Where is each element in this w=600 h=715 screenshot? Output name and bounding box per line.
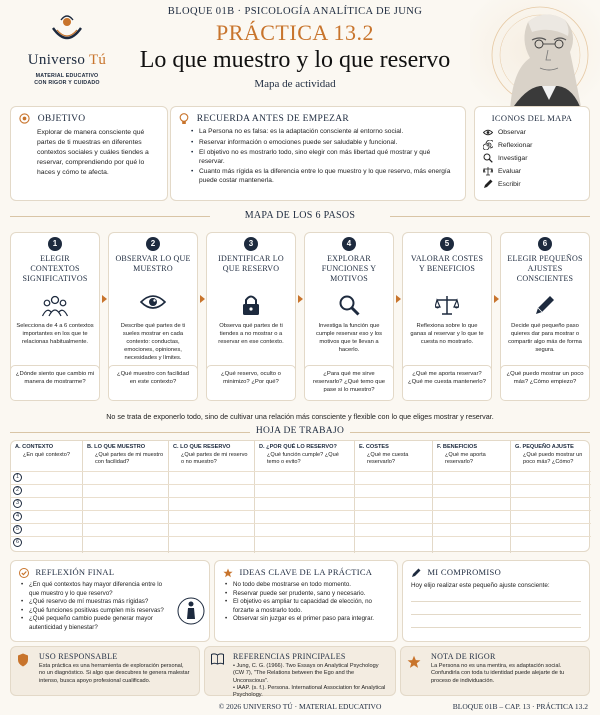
star-icon <box>407 655 421 669</box>
column-question: ¿En qué contexto? <box>23 452 70 458</box>
step-title: ELEGIR CONTEXTOS SIGNIFICATIVOS <box>22 254 88 283</box>
uso-heading: USO RESPONSABLE <box>39 652 118 661</box>
column-question: ¿Qué partes de mi muestro con facilidad? <box>95 452 164 465</box>
column-question: ¿Qué función cumple? ¿Qué temo o evito? <box>267 452 339 465</box>
writing-line[interactable] <box>411 627 581 628</box>
column-header: C. LO QUE RESERVO <box>173 444 231 450</box>
compromiso-card <box>402 560 590 642</box>
footer-copyright: © 2026 UNIVERSO TÚ · MATERIAL EDUCATIVO <box>218 702 382 711</box>
ideas-list <box>223 581 389 624</box>
reference-item: • IAAP. (s. f.). Persona. International Association for Analytical Psychology. <box>233 684 386 699</box>
iconos-card <box>474 106 590 201</box>
lock-icon <box>241 294 261 316</box>
eye-icon <box>140 294 166 310</box>
step-number: 2 <box>146 237 160 251</box>
row-divider <box>11 497 591 498</box>
worksheet-table <box>10 440 590 552</box>
pen-icon <box>483 179 493 189</box>
recuerda-card <box>170 106 466 201</box>
person-circle-icon <box>177 595 205 627</box>
pen-icon <box>411 568 421 578</box>
uso-responsable-card <box>10 646 200 696</box>
list-item: • El objetivo no es mostrarlo todo, sino elegir con más libertad qué mostrar y qué reservar. <box>179 149 457 166</box>
iconos-heading: ICONOS DEL MAPA <box>491 113 573 123</box>
book-icon <box>211 653 224 665</box>
list-item: • El objetivo es ampliar tu capacidad de elección, no forzarte a mostrarlo todo. <box>223 598 389 615</box>
list-item: • ¿Qué reservo de mí muestras más rígidas? <box>19 598 169 607</box>
step-question-5: ¿Qué me aporta reservar? ¿Qué me cuesta mantenerlo? <box>402 365 492 401</box>
step-title: ELEGIR PEQUEÑOS AJUSTES CONSCIENTES <box>507 254 583 283</box>
list-item: • No todo debe mostrarse en todo momento. <box>223 581 389 590</box>
target-icon <box>19 113 30 124</box>
legend-evaluar: Evaluar <box>483 165 581 178</box>
checkmark-icon <box>19 568 29 578</box>
step-number: 1 <box>48 237 62 251</box>
referencias-card <box>204 646 396 699</box>
refs-heading: REFERENCIAS PRINCIPALES <box>233 652 346 661</box>
step-title: EXPLORAR FUNCIONES Y MOTIVOS <box>321 254 377 283</box>
column-header: G. PEQUEÑO AJUSTE <box>515 444 574 450</box>
objetivo-text: Explorar de manera consciente qué partes de ti muestras en diferentes contextos sociales y cuáles tiendes a reservar, comprendiendo por qué lo haces y cómo te afecta. <box>37 129 149 176</box>
step-question-6: ¿Qué puedo mostrar un poco más? ¿Cómo empiezo? <box>500 365 590 401</box>
row-number: 6 <box>13 538 22 547</box>
step-description: Decide qué pequeño paso quieres dar para mostrar o compartir algo más de forma segura. <box>508 323 582 353</box>
step-description: Selecciona de 4 a 6 contextos importantes en los que te relacionas habitualmente. <box>16 323 94 345</box>
reflexion-heading: REFLEXIÓN FINAL <box>19 567 201 578</box>
row-number: 4 <box>13 512 22 521</box>
column-header: A. CONTEXTO <box>15 444 54 450</box>
footer-reference: BLOQUE 01B – CAP. 13 · PRÁCTICA 13.2 <box>452 702 588 711</box>
spiral-icon <box>483 140 493 150</box>
column-header: F. BENEFICIOS <box>437 444 478 450</box>
group-icon <box>42 294 68 318</box>
legend-investigar: Investigar <box>483 152 581 165</box>
compromiso-heading: MI COMPROMISO <box>411 567 581 578</box>
brand-name: Universo Tú <box>27 52 107 68</box>
step-title: VALORAR COSTES Y BENEFICIOS <box>410 254 484 273</box>
row-number: 5 <box>13 525 22 534</box>
step-title: OBSERVAR LO QUE MUESTRO <box>115 254 191 273</box>
step-arrow <box>102 295 107 303</box>
list-item: • ¿En qué contextos hay mayor diferencia entre lo que muestro y lo que reservo? <box>19 581 169 598</box>
lightbulb-icon <box>179 113 189 125</box>
column-question: ¿Qué partes de mi reservo o no muestro? <box>181 452 248 465</box>
worksheet-heading: HOJA DE TRABAJO <box>255 426 345 436</box>
reflexion-card <box>10 560 210 642</box>
step-number: 3 <box>244 237 258 251</box>
reference-item: • Jung, C. G. (1966). Two Essays on Analytical Psychology (CW 7), "The Relations between the Ego and the Unconscious". <box>233 663 379 684</box>
column-question: ¿Qué puedo mostrar un poco más? ¿Cómo? <box>523 452 583 465</box>
step-number: 4 <box>342 237 356 251</box>
page-header <box>130 6 460 90</box>
objetivo-heading: OBJETIVO <box>19 113 159 124</box>
block-label: BLOQUE 01B · PSICOLOGÍA ANALÍTICA DE JUNG <box>167 6 423 17</box>
row-divider <box>11 510 591 511</box>
recuerda-list <box>179 128 457 185</box>
ideas-heading: IDEAS CLAVE DE LA PRÁCTICA <box>223 567 389 578</box>
magnifier-icon <box>483 153 493 163</box>
step-arrow <box>200 295 205 303</box>
row-divider <box>11 484 591 485</box>
universo-tu-logo-icon <box>47 14 87 48</box>
row-divider <box>11 523 591 524</box>
map-heading: MAPA DE LOS 6 PASOS <box>244 210 356 221</box>
step-arrow <box>298 295 303 303</box>
pen-icon <box>534 294 556 316</box>
jung-portrait <box>470 0 600 112</box>
list-item: • Reservar información o emociones puede ser saludable y funcional. <box>179 139 457 148</box>
legend-escribir: Escribir <box>483 178 581 191</box>
map-note: No se trata de exponerlo todo, sino de cultivar una relación más consciente y flexible con lo que eliges mostrar y reservar. <box>106 412 494 421</box>
compromiso-text: Hoy elijo realizar este pequeño ajuste consciente: <box>411 582 550 590</box>
writing-line[interactable] <box>411 601 581 602</box>
list-item: • ¿Qué pequeño cambio puede generar mayor autenticidad y bienestar? <box>19 615 169 632</box>
legend-reflexionar: Reflexionar <box>483 139 581 152</box>
page-title: Lo que muestro y lo que reservo <box>139 47 451 73</box>
step-arrow <box>494 295 499 303</box>
star-icon <box>223 568 233 578</box>
row-divider <box>11 471 591 472</box>
step-question-1: ¿Dónde siento que cambio mi manera de mostrarme? <box>10 365 100 401</box>
step-number: 5 <box>440 237 454 251</box>
brand-tagline: MATERIAL EDUCATIVO CON RIGOR Y CUIDADO <box>34 73 100 86</box>
list-item: • Observar sin juzgar es el primer paso para integrar. <box>223 615 389 624</box>
column-header: E. COSTES <box>359 444 389 450</box>
step-description: Reflexiona sobre lo que ganas al reservar y lo que te cuesta no mostrarlo. <box>410 323 484 345</box>
list-item: • ¿Qué funciones positivas cumplen mis reservas? <box>19 607 169 616</box>
rigor-text: La Persona no es una mentira, es adaptación social. Confundirla con toda tu identidad puede alejarte de tu proceso de individuación. <box>431 663 565 684</box>
row-number: 3 <box>13 499 22 508</box>
column-header: B. LO QUE MUESTRO <box>87 444 146 450</box>
list-item: • La Persona no es falsa: es la adaptación consciente al entorno social. <box>179 128 457 137</box>
step-description: Observa qué partes de ti tiendes a no mostrar o a reservar en ese contexto. <box>218 323 284 345</box>
uso-text: Esta práctica es una herramienta de exploración personal, no un diagnóstico. Si algo que descubres te genera malestar intenso, busca apoyo profesional cualificado. <box>39 663 190 684</box>
magnifier-icon <box>338 294 360 316</box>
rigor-heading: NOTA DE RIGOR <box>431 652 496 661</box>
column-question: ¿Qué me aporta reservarlo? <box>445 452 486 465</box>
ideas-card <box>214 560 398 642</box>
list-item: • Reservar puede ser prudente, sano y necesario. <box>223 590 389 599</box>
scale-icon <box>483 166 493 176</box>
brand-logo <box>12 10 122 100</box>
page-subtitle: Mapa de actividad <box>254 78 336 90</box>
step-question-2: ¿Qué muestro con facilidad en este contexto? <box>108 365 198 401</box>
objetivo-card <box>10 106 168 201</box>
step-question-3: ¿Qué reservo, oculto o minimizo? ¿Por qué? <box>206 365 296 401</box>
column-question: ¿Qué me cuesta reservarlo? <box>367 452 409 465</box>
step-title: IDENTIFICAR LO QUE RESERVO <box>218 254 284 273</box>
row-divider <box>11 536 591 537</box>
eye-icon <box>483 129 493 136</box>
writing-line[interactable] <box>411 614 581 615</box>
row-number: 2 <box>13 486 22 495</box>
step-description: Describe qué partes de ti sueles mostrar en cada contexto: conductas, emociones, opiniones, necesidades y límites. <box>120 323 186 361</box>
step-description: Investiga la función que cumple reservar eso y los motivos que te llevan a hacerlo. <box>315 323 383 353</box>
step-number: 6 <box>538 237 552 251</box>
step-arrow <box>396 295 401 303</box>
list-item: • Cuanto más rígida es la diferencia entre lo que muestro y lo que reservo, más energía puede costar mantenerla. <box>179 168 457 185</box>
step-question-4: ¿Para qué me sirve reservarlo? ¿Qué temo que pase si lo muestro? <box>304 365 394 401</box>
footer <box>0 699 600 715</box>
legend-observar: Observar <box>483 126 581 139</box>
recuerda-heading: RECUERDA ANTES DE EMPEZAR <box>179 113 457 125</box>
row-number: 1 <box>13 473 22 482</box>
shield-icon <box>17 653 29 667</box>
column-header: D. ¿POR QUÉ LO RESERVO? <box>259 444 337 450</box>
nota-rigor-card <box>400 646 590 696</box>
reflexion-list <box>19 581 201 632</box>
scale-icon <box>435 294 459 316</box>
practice-label: PRÁCTICA 13.2 <box>215 20 375 45</box>
